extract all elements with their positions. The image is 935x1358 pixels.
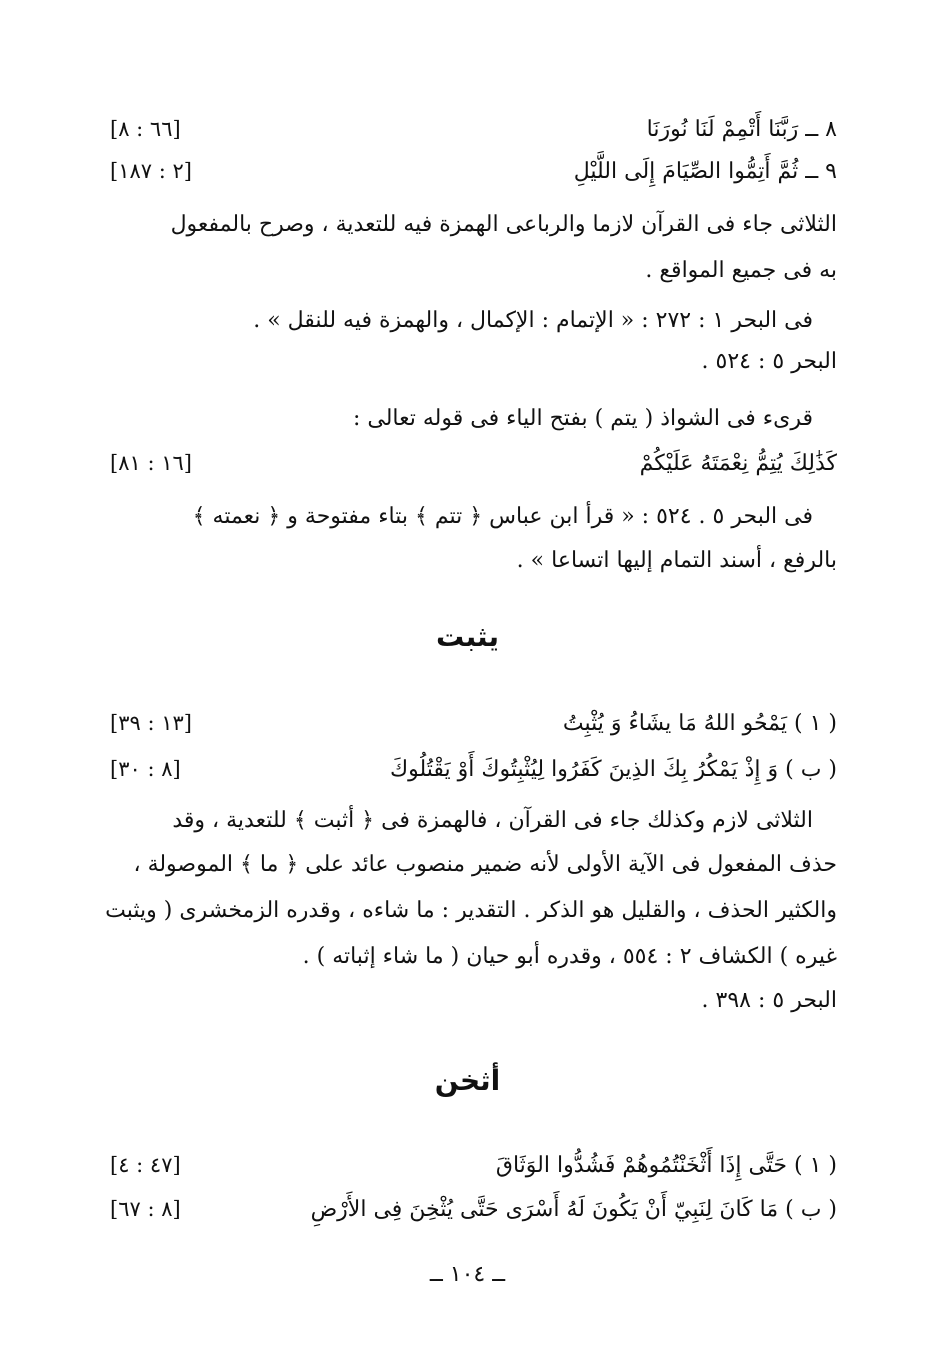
verse-reference: [٢ : ١٨٧] [110,159,192,183]
verse-text: ( ١ ) يَمْحُو اللهُ مَا يشَاءُ وَ يُثْبِتُ [562,711,837,736]
verse-a [110,706,837,741]
section-heading: يثبت [435,620,499,653]
verse-reference: [١٦ : ٨١] [110,451,192,475]
verse-text: ( ١ ) حَتَّى إِذَا أَثْخَنْتُمُوهُمْ فَشُدُّوا الوَثَاقَ [495,1153,837,1178]
bahr-citation: بالرفع ، أسند التمام إليها اتساعا » . [516,548,837,573]
paragraph-line: حذف المفعول فى الآية الأولى لأنه ضمير منصوب عائد على ﴿ ما ﴾ الموصولة ، [133,852,837,877]
verse-b [110,1192,837,1227]
bahr-citation: البحر ٥ : ٥٢٤ . [701,349,837,374]
verse-text: ٨ ــ رَبَّنَا أَتْمِمْ لَنَا نُورَنَا [646,117,837,142]
verse-9 [110,154,837,189]
paragraph-line: والكثير الحذف ، والقليل هو الذكر . التقدير : ما شاءه ، وقدره الزمخشرى ( ويثبت [105,898,837,923]
verse-reference: [٦٦ : ٨] [110,117,181,141]
verse-8 [110,112,837,147]
bahr-citation: البحر ٥ : ٣٩٨ . [701,988,837,1013]
bahr-citation: فى البحر ٥ . ٥٢٤ : « قرأ ابن عباس ﴿ تتم ﴾ بتاء مفتوحة و ﴿ نعمته ﴾ [192,504,813,529]
verse-reference: [٨ : ٣٠] [110,757,181,781]
paragraph-line: الثلاثى جاء فى القرآن لازما والرباعى الهمزة فيه للتعدية ، وصرح بالمفعول [170,212,837,237]
section-heading: أثخن [434,1064,501,1097]
verse-b [110,752,837,787]
page-number: ــ ١٠٤ ــ [429,1262,506,1287]
verse-text: ( ب ) مَا كَانَ لِنَبِيّ أَنْ يَكُونَ لَهُ أَسْرَى حَتَّى يُثْخِنَ فِى الأَرْضِ [310,1197,837,1222]
verse-a [110,1148,837,1183]
verse-reference: [١٣ : ٣٩] [110,711,192,735]
verse-reference: [٨ : ٦٧] [110,1197,181,1221]
verse-text: كَذَٰلِكَ يُتِمُّ نِعْمَتَهُ عَلَيْكُمْ [639,451,837,476]
bahr-citation: فى البحر ١ : ٢٧٢ : « الإتمام : الإكمال ، والهمزة فيه للنقل » . [253,308,813,333]
verse-reference: [٤٧ : ٤] [110,1153,181,1177]
paragraph-line: الثلاثى لازم وكذلك جاء فى القرآن ، فالهمزة فى ﴿ أثبت ﴾ للتعدية ، وقد [172,808,813,833]
verse-text: ٩ ــ ثُمَّ أَتِمُّوا الصِّيَامَ إِلَى اللَّيْلِ [573,159,837,184]
verse-text: ( ب ) وَ إِذْ يَمْكُرُ بِكَ الذِينَ كَفَرُوا لِيُثْبِتُوكَ أَوْ يَقْتُلُوكَ [389,757,837,782]
paragraph-line: به فى جميع المواقع . [645,258,837,283]
paragraph-line: غيره ) الكشاف ٢ : ٥٥٤ ، وقدره أبو حيان ( ما شاء إثباته ) . [302,944,837,969]
qiraa-note: قرىء فى الشواذ ( يتم ) بفتح الياء فى قوله تعالى : [352,406,813,431]
verse-kadhalik [110,446,837,481]
